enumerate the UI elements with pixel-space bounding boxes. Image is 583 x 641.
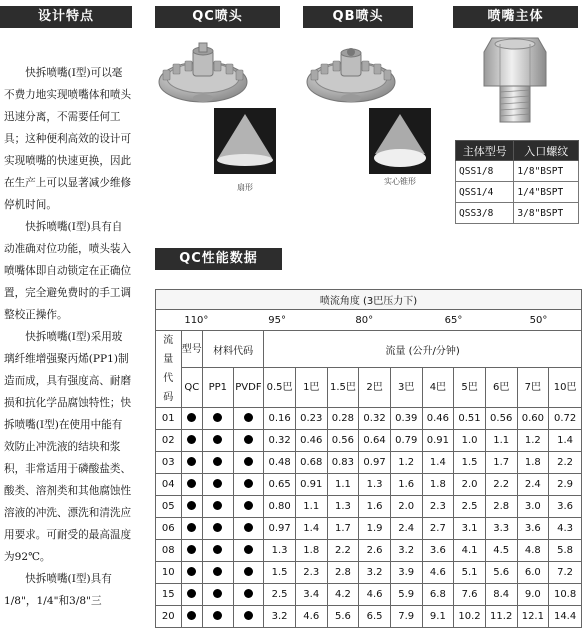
- flow-value: 0.65: [264, 474, 296, 496]
- flow-value: 2.6: [359, 540, 391, 562]
- available-dot-cell: [181, 408, 202, 430]
- flow-value: 1.8: [422, 474, 454, 496]
- inlet-thread-header: 入口螺纹: [514, 141, 579, 161]
- table-row: [156, 408, 582, 430]
- flow-value: 1.6: [390, 474, 422, 496]
- flow-value: 1.3: [359, 474, 391, 496]
- flow-value: 2.0: [454, 474, 486, 496]
- available-dot-icon: [187, 501, 196, 510]
- pressure-2: 2巴: [359, 368, 391, 408]
- available-dot-cell: [233, 584, 264, 606]
- table-row: [156, 518, 582, 540]
- flow-value: 6.8: [422, 584, 454, 606]
- flow-value: 1.5: [264, 562, 296, 584]
- flow-value: 1.2: [390, 452, 422, 474]
- flow-value: 6.5: [359, 606, 391, 628]
- table-row: [156, 430, 582, 452]
- flow-value: 4.8: [517, 540, 549, 562]
- flow-code: 03: [156, 452, 182, 474]
- flow-value: 0.51: [454, 408, 486, 430]
- flow-code: 10: [156, 562, 182, 584]
- flow-value: 2.2: [549, 452, 582, 474]
- flow-rate-header: 流量 (公升/分钟): [264, 331, 582, 368]
- flow-value: 14.4: [549, 606, 582, 628]
- available-dot-cell: [233, 474, 264, 496]
- flow-value: 3.9: [390, 562, 422, 584]
- available-dot-cell: [202, 562, 233, 584]
- flow-value: 2.9: [549, 474, 582, 496]
- material-pp1: PP1: [202, 368, 233, 408]
- flow-value: 0.91: [422, 430, 454, 452]
- flow-value: 1.8: [517, 452, 549, 474]
- flow-value: 1.2: [517, 430, 549, 452]
- pressure-5: 5巴: [454, 368, 486, 408]
- flow-value: 3.2: [264, 606, 296, 628]
- table-row: [156, 562, 582, 584]
- features-paragraph-1: 快拆喷嘴(I型)可以毫不费力地实现喷嘴体和喷头迅速分离，不需要任何工具；这种便利高效的设计可实现喷嘴的快速更换，因此在生产上可以显著减少维修停机时间。: [4, 67, 132, 211]
- flow-value: 1.8: [295, 540, 327, 562]
- available-dot-icon: [244, 457, 253, 466]
- flow-value: 10.2: [454, 606, 486, 628]
- flow-value: 2.8: [485, 496, 517, 518]
- table-row: [156, 606, 582, 628]
- material-pvdf: PVDF: [233, 368, 264, 408]
- qb-nozzle-header: QB喷头: [303, 6, 413, 28]
- table-row: [156, 496, 582, 518]
- features-header: 设计特点: [0, 6, 132, 28]
- flow-value: 5.6: [485, 562, 517, 584]
- full-cone-caption: 实心锥形: [384, 177, 416, 186]
- available-dot-cell: [233, 518, 264, 540]
- flow-value: 0.97: [264, 518, 296, 540]
- flow-value: 0.83: [327, 452, 359, 474]
- flow-value: 0.28: [327, 408, 359, 430]
- flow-value: 3.2: [359, 562, 391, 584]
- flow-value: 9.1: [422, 606, 454, 628]
- available-dot-icon: [213, 479, 222, 488]
- available-dot-cell: [181, 474, 202, 496]
- flow-code: 02: [156, 430, 182, 452]
- flow-value: 11.2: [485, 606, 517, 628]
- flow-value: 0.46: [295, 430, 327, 452]
- flow-value: 1.1: [295, 496, 327, 518]
- available-dot-cell: [181, 584, 202, 606]
- table-row: [156, 474, 582, 496]
- flow-value: 2.3: [295, 562, 327, 584]
- available-dot-icon: [213, 545, 222, 554]
- flow-value: 3.6: [517, 518, 549, 540]
- nozzle-body-header: 喷嘴主体: [453, 6, 578, 28]
- available-dot-icon: [244, 567, 253, 576]
- flow-value: 3.3: [485, 518, 517, 540]
- flow-value: 0.56: [327, 430, 359, 452]
- available-dot-icon: [187, 545, 196, 554]
- flow-value: 3.1: [454, 518, 486, 540]
- flow-code: 05: [156, 496, 182, 518]
- available-dot-icon: [244, 479, 253, 488]
- flow-code: 06: [156, 518, 182, 540]
- available-dot-cell: [233, 606, 264, 628]
- model-qc: QC: [181, 368, 202, 408]
- available-dot-cell: [202, 606, 233, 628]
- full-cone-spray-image: [369, 108, 431, 174]
- available-dot-icon: [187, 413, 196, 422]
- flow-value: 1.4: [422, 452, 454, 474]
- available-dot-cell: [233, 408, 264, 430]
- qc-performance-table: [155, 289, 582, 628]
- flow-value: 0.60: [517, 408, 549, 430]
- qc-nozzle-image: [155, 38, 251, 110]
- available-dot-cell: [181, 606, 202, 628]
- flow-value: 4.5: [485, 540, 517, 562]
- available-dot-cell: [181, 430, 202, 452]
- available-dot-icon: [244, 413, 253, 422]
- flow-value: 0.56: [485, 408, 517, 430]
- flow-value: 0.72: [549, 408, 582, 430]
- flow-value: 1.6: [359, 496, 391, 518]
- flow-value: 0.32: [264, 430, 296, 452]
- flow-value: 1.0: [454, 430, 486, 452]
- spray-angle-65: 65°: [444, 314, 463, 326]
- pressure-0.5: 0.5巴: [264, 368, 296, 408]
- pressure-7: 7巴: [517, 368, 549, 408]
- flow-value: 0.39: [390, 408, 422, 430]
- qc-performance-header: QC性能数据: [155, 248, 282, 270]
- body-model-header: 主体型号: [456, 141, 514, 161]
- available-dot-icon: [213, 413, 222, 422]
- available-dot-cell: [233, 562, 264, 584]
- flow-value: 12.1: [517, 606, 549, 628]
- qc-nozzle-header: QC喷头: [155, 6, 280, 28]
- flow-value: 1.1: [327, 474, 359, 496]
- available-dot-icon: [187, 523, 196, 532]
- flow-value: 8.4: [485, 584, 517, 606]
- available-dot-icon: [213, 435, 222, 444]
- available-dot-icon: [187, 435, 196, 444]
- flow-value: 0.23: [295, 408, 327, 430]
- table-row: [156, 452, 582, 474]
- available-dot-icon: [213, 523, 222, 532]
- inlet-thread: 3/8"BSPT: [514, 203, 579, 224]
- features-paragraph-2: 快拆喷嘴(I型)具有自动准确对位功能，喷头装入喷嘴体即自动锁定在正确位置，完全避免费时的手工调整校正操作。: [4, 221, 132, 321]
- flow-value: 4.6: [295, 606, 327, 628]
- flow-code: 20: [156, 606, 182, 628]
- flat-fan-spray-image: [214, 108, 276, 174]
- qb-nozzle-image: [303, 38, 399, 110]
- available-dot-cell: [233, 496, 264, 518]
- flow-value: 4.6: [422, 562, 454, 584]
- flow-value: 2.5: [454, 496, 486, 518]
- available-dot-cell: [202, 430, 233, 452]
- flow-value: 2.7: [422, 518, 454, 540]
- pressure-10: 10巴: [549, 368, 582, 408]
- flow-value: 7.9: [390, 606, 422, 628]
- flow-value: 0.32: [359, 408, 391, 430]
- available-dot-icon: [244, 589, 253, 598]
- available-dot-cell: [181, 540, 202, 562]
- flow-value: 2.4: [517, 474, 549, 496]
- available-dot-cell: [202, 518, 233, 540]
- available-dot-icon: [213, 589, 222, 598]
- inlet-thread: 1/4"BSPT: [514, 182, 579, 203]
- flow-value: 5.9: [390, 584, 422, 606]
- flow-value: 5.8: [549, 540, 582, 562]
- flow-value: 2.3: [422, 496, 454, 518]
- features-paragraph-4: 快拆喷嘴(I型)具有1/8"，1/4"和3/8"三: [4, 573, 112, 607]
- body-model: QSS1/8: [456, 161, 514, 182]
- spray-angle-110: 110°: [184, 314, 209, 326]
- flow-value: 1.7: [485, 452, 517, 474]
- spray-angle-title: 喷流角度 (3巴压力下): [156, 290, 582, 310]
- flat-fan-caption: 扇形: [237, 183, 253, 192]
- flow-value: 6.0: [517, 562, 549, 584]
- flow-code: 08: [156, 540, 182, 562]
- flow-code-header: 流 量 代 码: [156, 331, 182, 408]
- table-row: [156, 584, 582, 606]
- flow-value: 4.1: [454, 540, 486, 562]
- pressure-3: 3巴: [390, 368, 422, 408]
- table-row: [456, 161, 579, 182]
- available-dot-icon: [187, 611, 196, 620]
- table-row: [456, 182, 579, 203]
- available-dot-icon: [213, 457, 222, 466]
- flow-value: 3.6: [422, 540, 454, 562]
- pressure-1.5: 1.5巴: [327, 368, 359, 408]
- flow-value: 0.80: [264, 496, 296, 518]
- available-dot-cell: [202, 540, 233, 562]
- material-code-header: 材料代码: [202, 331, 263, 368]
- features-paragraph-3: 快拆喷嘴(I型)采用玻璃纤维增强聚丙烯(PP1)制造而成，具有强度高、耐磨损和抗化学品腐蚀特性；快拆喷嘴(I型)在使用中能有效防止冲洗液的结块和浆积，非常适用于磷酸盐类、酸类、溶剂类和其他腐蚀性溶液的冲洗、漂洗和清洗应用要求。可耐受的最高温度为92℃。: [4, 331, 132, 563]
- flow-rate-rows: [156, 408, 582, 628]
- available-dot-icon: [187, 589, 196, 598]
- available-dot-cell: [202, 584, 233, 606]
- available-dot-icon: [244, 545, 253, 554]
- available-dot-cell: [181, 518, 202, 540]
- flow-value: 1.3: [264, 540, 296, 562]
- available-dot-icon: [244, 435, 253, 444]
- flow-value: 0.48: [264, 452, 296, 474]
- available-dot-icon: [187, 567, 196, 576]
- available-dot-cell: [181, 562, 202, 584]
- available-dot-cell: [233, 452, 264, 474]
- flow-value: 0.68: [295, 452, 327, 474]
- flow-value: 1.4: [295, 518, 327, 540]
- pressure-6: 6巴: [485, 368, 517, 408]
- flow-value: 4.2: [327, 584, 359, 606]
- flow-value: 1.9: [359, 518, 391, 540]
- table-row: [156, 540, 582, 562]
- spray-angle-50: 50°: [529, 314, 548, 326]
- flow-value: 1.7: [327, 518, 359, 540]
- available-dot-icon: [187, 457, 196, 466]
- body-model-table: [455, 140, 579, 224]
- available-dot-cell: [233, 540, 264, 562]
- body-model: QSS1/4: [456, 182, 514, 203]
- flow-value: 2.5: [264, 584, 296, 606]
- flow-value: 1.5: [454, 452, 486, 474]
- spray-angle-95: 95°: [268, 314, 286, 326]
- flow-value: 2.2: [327, 540, 359, 562]
- flow-value: 4.3: [549, 518, 582, 540]
- available-dot-cell: [202, 452, 233, 474]
- body-model: QSS3/8: [456, 203, 514, 224]
- features-text: [4, 62, 132, 612]
- flow-value: 1.3: [327, 496, 359, 518]
- flow-value: 5.6: [327, 606, 359, 628]
- pressure-1: 1巴: [295, 368, 327, 408]
- flow-value: 7.2: [549, 562, 582, 584]
- available-dot-icon: [244, 611, 253, 620]
- flow-value: 1.1: [485, 430, 517, 452]
- available-dot-icon: [244, 501, 253, 510]
- available-dot-icon: [213, 611, 222, 620]
- flow-value: 7.6: [454, 584, 486, 606]
- flow-value: 0.97: [359, 452, 391, 474]
- available-dot-cell: [233, 430, 264, 452]
- flow-value: 9.0: [517, 584, 549, 606]
- flow-value: 0.16: [264, 408, 296, 430]
- available-dot-cell: [181, 452, 202, 474]
- flow-value: 0.79: [390, 430, 422, 452]
- flow-value: 2.0: [390, 496, 422, 518]
- available-dot-cell: [202, 408, 233, 430]
- flow-value: 3.6: [549, 496, 582, 518]
- flow-value: 3.0: [517, 496, 549, 518]
- flow-code: 01: [156, 408, 182, 430]
- flow-value: 3.4: [295, 584, 327, 606]
- flow-value: 0.64: [359, 430, 391, 452]
- model-header: 型号: [181, 331, 202, 368]
- pressure-4: 4巴: [422, 368, 454, 408]
- flow-value: 2.2: [485, 474, 517, 496]
- flow-code: 15: [156, 584, 182, 606]
- flow-value: 0.91: [295, 474, 327, 496]
- available-dot-icon: [244, 523, 253, 532]
- table-row: [456, 203, 579, 224]
- nozzle-body-image: [476, 34, 554, 130]
- flow-value: 2.4: [390, 518, 422, 540]
- flow-value: 1.4: [549, 430, 582, 452]
- available-dot-icon: [213, 501, 222, 510]
- flow-value: 3.2: [390, 540, 422, 562]
- spray-angle-80: 80°: [355, 314, 374, 326]
- flow-value: 4.6: [359, 584, 391, 606]
- flow-value: 0.46: [422, 408, 454, 430]
- flow-value: 5.1: [454, 562, 486, 584]
- available-dot-icon: [187, 479, 196, 488]
- flow-code: 04: [156, 474, 182, 496]
- available-dot-cell: [202, 496, 233, 518]
- flow-value: 2.8: [327, 562, 359, 584]
- flow-value: 10.8: [549, 584, 582, 606]
- available-dot-cell: [202, 474, 233, 496]
- inlet-thread: 1/8"BSPT: [514, 161, 579, 182]
- available-dot-cell: [181, 496, 202, 518]
- available-dot-icon: [213, 567, 222, 576]
